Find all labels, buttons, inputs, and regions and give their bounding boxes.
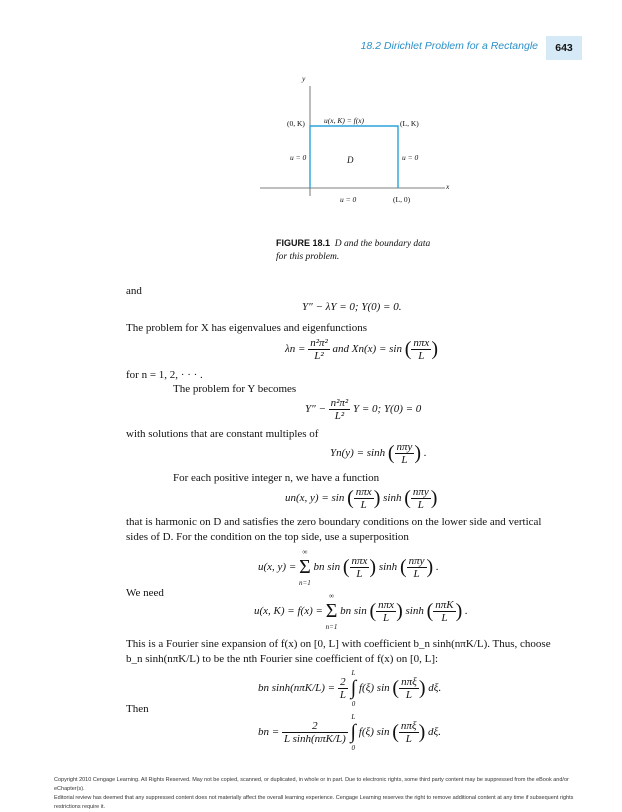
corner-label-bottom-right: (L, 0): [393, 195, 411, 204]
text-harmonic-line2: sides of D. For the condition on the top side, use a superposition: [126, 531, 409, 543]
equation-1: Y″ − λY = 0; Y(0) = 0.: [302, 301, 402, 313]
equation-7: u(x, K) = f(x) = ∞ Σ n=1 bn sin ( $\frac{\text{nπx}}{L}$ ) sinh ( $\frac{\text{nπK}}{L}$ ) .: [254, 592, 468, 631]
boundary-rectangle: [310, 126, 398, 188]
left-boundary-condition: u = 0: [290, 153, 307, 162]
region-label: D: [347, 155, 354, 165]
text-each-positive: For each positive integer n, we have a function: [173, 472, 380, 484]
right-boundary-condition: u = 0: [402, 153, 419, 162]
x-axis-label: x: [446, 182, 450, 191]
equation-8: bn sinh(nπK/L) = $\frac{2}{L}$ L ∫ 0 f(ξ) sin ( $\frac{\text{nπξ}}{L}$ ) dξ.: [258, 669, 442, 708]
caption-label: FIGURE 18.1: [276, 238, 331, 248]
running-header: 18.2 Dirichlet Problem for a Rectangle: [360, 40, 538, 52]
text-then: Then: [126, 703, 149, 715]
top-boundary-condition: u(x, K) = f(x): [324, 116, 365, 125]
equation-5: un(x, y) = sin ( $\frac{\text{nπx}}{L}$ ) sinh ( $\frac{\text{nπy}}{L}$ ): [285, 486, 438, 511]
text-problem-y: The problem for Y becomes: [173, 383, 297, 395]
figure-caption: [276, 237, 456, 264]
y-axis-label: y: [302, 74, 306, 83]
equation-6: u(x, y) = ∞ Σ n=1 bn sin ( $\frac{\text{nπx}}{L}$ ) sinh ( $\frac{\text{nπy}}{L}$ ) .: [258, 548, 439, 587]
text-for-n: for n = 1, 2, · · · .: [126, 369, 203, 381]
figure-18-1: [250, 66, 470, 216]
equation-9: bn = $\frac{2}{\text{L sinh(nπK/L)}}$ L ∫ 0 f(ξ) sin ( $\frac{\text{nπξ}}{L}$ ) dξ.: [258, 713, 442, 752]
footer-line2: Editorial review has deemed that any suppressed content does not materially affect the overall learning experience. Cengage Learning reserves the right to remove additional content at any time if subsequent rights restrictions require it.: [54, 795, 574, 810]
text-fourier-line2: b_n sinh(nπK/L) to be the nth Fourier sine coefficient of f(x) on [0, L]:: [126, 653, 439, 665]
footer-line1: Copyright 2010 Cengage Learning. All Rights Reserved. May not be copied, scanned, or duplicated, in whole or in part. Due to electronic rights, some third party content may be suppressed from the eBook and/or eChapter(s).: [54, 777, 569, 792]
equation-2: λn = $\frac{\text{n²π²}}{\text{L²}}$ and Xn(x) = sin ( $\frac{\text{nπx}}{L}$ ): [285, 337, 438, 362]
text-fourier-line1: This is a Fourier sine expansion of f(x) on [0, L] with coefficient b_n sinh(nπK/L). Thus, choose: [126, 638, 551, 650]
text-and: and: [126, 285, 142, 297]
caption-text-line2: for this problem.: [276, 252, 340, 262]
page-number: 643: [546, 36, 582, 60]
equation-4: Yn(y) = sinh ( $\frac{\text{nπy}}{L}$ ) .: [330, 441, 427, 466]
caption-text-line1: D and the boundary data: [334, 239, 431, 249]
corner-label-top-left: (0, K): [287, 119, 305, 128]
bottom-boundary-condition: u = 0: [340, 195, 357, 204]
corner-label-top-right: (L, K): [400, 119, 419, 128]
text-solutions: with solutions that are constant multiples of: [126, 428, 319, 440]
text-problem-x: The problem for X has eigenvalues and eigenfunctions: [126, 322, 368, 334]
text-harmonic-line1: that is harmonic on D and satisfies the zero boundary conditions on the lower side and vertical: [126, 516, 542, 528]
copyright-footer: [54, 776, 574, 812]
equation-3: Y″ − $\frac{\text{n²π²}}{\text{L²}}$ Y = 0; Y(0) = 0: [305, 397, 422, 422]
text-we-need: We need: [126, 587, 164, 599]
